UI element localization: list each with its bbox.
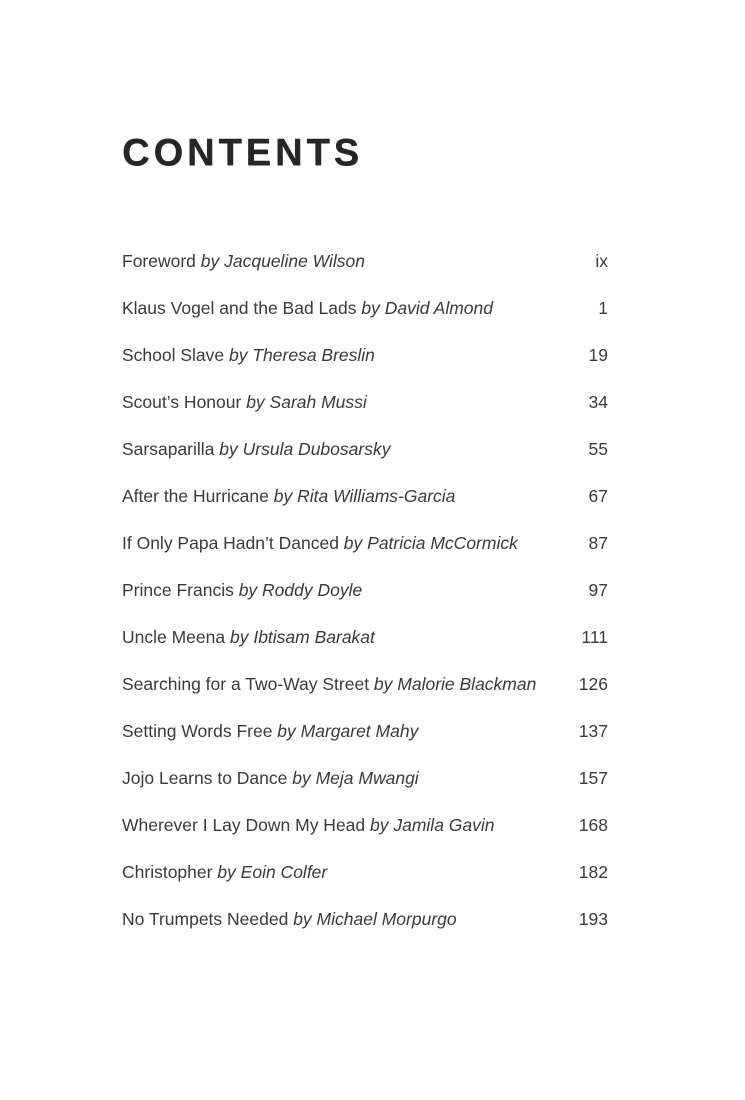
toc-entry-page-number: 1 [598,298,608,318]
toc-entry-page-number: 182 [578,862,608,882]
toc-entry-title: Jojo Learns to Dance [122,768,293,788]
toc-entry-text [122,629,387,647]
toc-entry-title: Setting Words Free [122,721,278,741]
toc-entry-byline: by Jamila Gavin [370,815,495,835]
toc-entry-byline: by Michael Morpurgo [293,909,457,929]
toc-entry [122,864,608,882]
toc-entry-text [122,817,507,835]
toc-entry [122,676,608,694]
toc-entry-title: Uncle Meena [122,627,230,647]
toc-entry-byline: by Roddy Doyle [238,580,363,600]
toc-entry-byline: by Rita Williams-Garcia [273,486,456,506]
toc-entry [122,253,608,271]
toc-entry [122,441,608,459]
toc-entry-text [122,253,377,271]
toc-entry-title: If Only Papa Hadn’t Danced [122,533,344,553]
toc-entry-text [122,864,339,882]
toc-entry-text [122,723,430,741]
toc-entry-title: School Slave [122,345,230,365]
toc-entry-page-number: 55 [588,439,608,459]
toc-entry [122,582,608,600]
toc-entry-text [122,488,467,506]
toc-entry-text [122,582,374,600]
toc-entry-page-number: 157 [578,768,608,788]
toc-entry-text [122,300,505,318]
toc-entry [122,817,608,835]
toc-entry-page-number: 137 [578,721,608,741]
toc-entry-page-number: ix [595,251,608,271]
toc-entry-byline: by Margaret Mahy [277,721,419,741]
toc-entry-page-number: 34 [588,392,608,412]
toc-entry [122,770,608,788]
toc-entry-title: Scout’s Honour [122,392,247,412]
toc-entry [122,629,608,647]
toc-entry-page-number: 193 [578,909,608,929]
toc-entry-byline: by Theresa Breslin [229,345,375,365]
toc-entry-byline: by Malorie Blackman [373,674,537,694]
toc-entry-page-number: 168 [578,815,608,835]
toc-entry [122,347,608,365]
toc-entry-text [122,441,402,459]
toc-entry-title: After the Hurricane [122,486,274,506]
toc-entry [122,300,608,318]
toc-entry-title: Christopher [122,862,218,882]
toc-entry-page-number: 19 [588,345,608,365]
toc-entry-page-number: 126 [578,674,608,694]
toc-entry [122,488,608,506]
toc-list [122,253,608,929]
toc-content [122,0,608,929]
toc-entry-byline: by Ibtisam Barakat [229,627,375,647]
toc-entry-byline: by Sarah Mussi [246,392,367,412]
toc-entry-byline: by Meja Mwangi [292,768,419,788]
toc-entry-title: No Trumpets Needed [122,909,294,929]
toc-entry [122,911,608,929]
toc-entry-text [122,676,548,694]
toc-entry-byline: by Eoin Colfer [217,862,328,882]
page-title: CONTENTS [122,132,363,174]
toc-entry-title: Prince Francis [122,580,239,600]
toc-entry-byline: by David Almond [361,298,493,318]
toc-entry-title: Wherever I Lay Down My Head [122,815,371,835]
toc-entry-text [122,770,431,788]
toc-entry-page-number: 97 [588,580,608,600]
toc-entry-byline: by Ursula Dubosarsky [219,439,391,459]
toc-entry-text [122,394,379,412]
toc-entry-text [122,347,387,365]
toc-entry-page-number: 67 [588,486,608,506]
toc-entry [122,535,608,553]
toc-entry-title: Foreword [122,251,201,271]
toc-entry-title: Klaus Vogel and the Bad Lads [122,298,362,318]
toc-entry-title: Searching for a Two-Way Street [122,674,374,694]
toc-entry [122,394,608,412]
toc-entry-title: Sarsaparilla [122,439,220,459]
toc-entry [122,723,608,741]
toc-entry-text [122,911,469,929]
toc-entry-text [122,535,530,553]
toc-entry-byline: by Patricia McCormick [343,533,518,553]
toc-entry-page-number: 111 [581,627,608,647]
toc-entry-byline: by Jacqueline Wilson [200,251,366,271]
toc-entry-page-number: 87 [588,533,608,553]
